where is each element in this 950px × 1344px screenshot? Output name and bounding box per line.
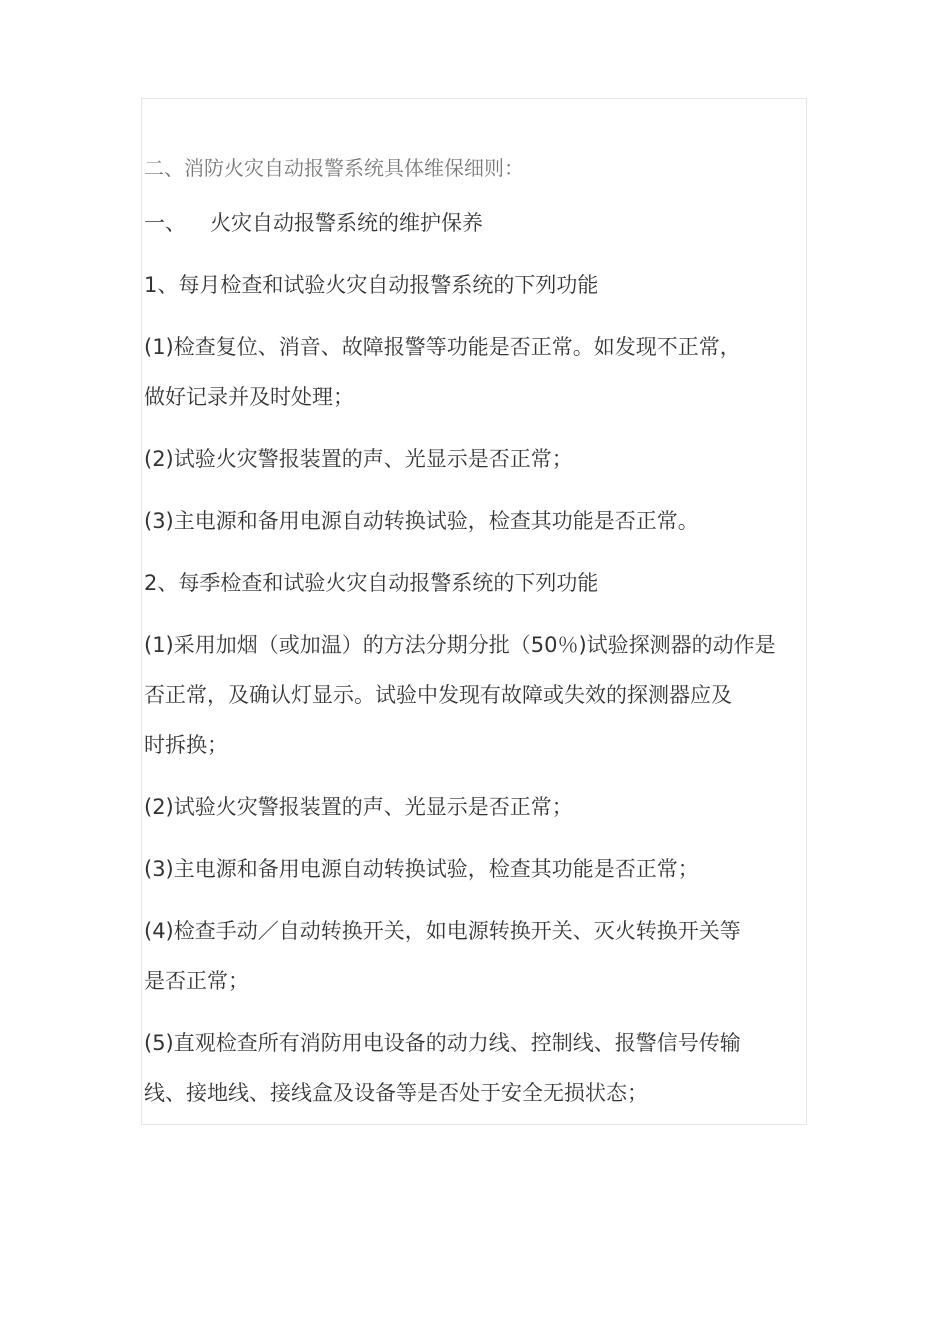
paragraph-line: 时拆换；: [144, 733, 228, 757]
paragraph-line: (1)采用加烟（或加温）的方法分期分批（50％)试验探测器的动作是: [144, 633, 776, 657]
paragraph-line: (5)直观检查所有消防用电设备的动力线、控制线、报警信号传输: [144, 1031, 741, 1055]
paragraph-line: (3)主电源和备用电源自动转换试验，检查其功能是否正常。: [144, 509, 699, 533]
monthly-item: [144, 434, 804, 484]
paragraph-line: (2)试验火灾警报装置的声、光显示是否正常；: [144, 447, 573, 471]
quarterly-title: 2、每季检查和试验火灾自动报警系统的下列功能: [144, 571, 599, 595]
paragraph-line: 做好记录并及时处理；: [144, 385, 354, 409]
paragraph-line: (2)试验火灾警报装置的声、光显示是否正常；: [144, 795, 573, 819]
monthly-title: 1、每月检查和试验火灾自动报警系统的下列功能: [144, 273, 599, 297]
monthly-item: [144, 496, 804, 546]
heading-text: 火灾自动报警系统的维护保养: [210, 211, 483, 235]
quarterly-item: [144, 782, 804, 832]
quarterly-item: [144, 1018, 804, 1118]
paragraph-line: (1)检查复位、消音、故障报警等功能是否正常。如发现不正常，: [144, 335, 741, 359]
section-heading: [144, 198, 804, 248]
paragraph-line: (4)检查手动／自动转换开关，如电源转换开关、灭火转换开关等: [144, 919, 741, 943]
quarterly-item: [144, 620, 804, 770]
paragraph-line: 否正常，及确认灯显示。试验中发现有故障或失效的探测器应及: [144, 683, 732, 707]
paragraph-line: 线、接地线、接线盒及设备等是否处于安全无损状态；: [144, 1081, 648, 1105]
paragraph-line: (3)主电源和备用电源自动转换试验，检查其功能是否正常；: [144, 857, 699, 881]
document-body: [144, 150, 804, 1130]
paragraph-line: 是否正常；: [144, 969, 249, 993]
quarterly-item: [144, 906, 804, 1006]
quarterly-item: [144, 844, 804, 894]
section-title: 二、消防火灾自动报警系统具体维保细则：: [144, 156, 524, 180]
heading-number: 一、: [144, 211, 186, 235]
monthly-item: [144, 322, 804, 422]
